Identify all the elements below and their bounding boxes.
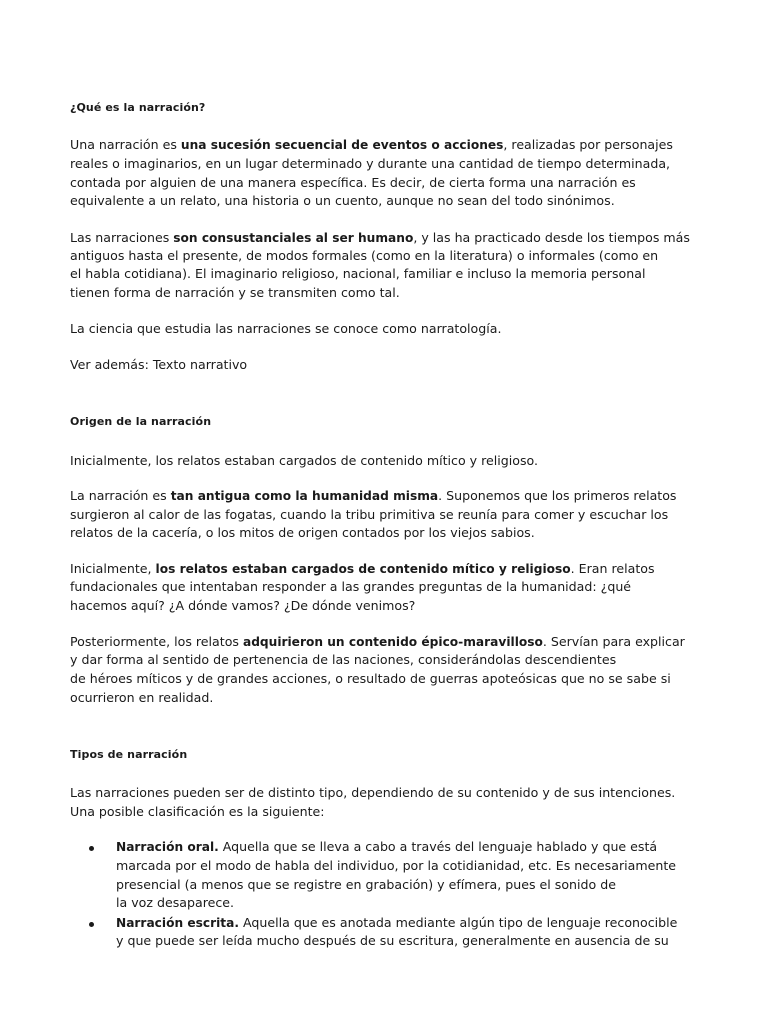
bullet-icon [89,846,94,851]
paragraph-line: reales o imaginarios, en un lugar determinado y durante una cantidad de tiempo determinada, [70,156,671,171]
bold-text: una sucesión secuencial de eventos o acciones [180,138,504,152]
paragraph-line: de héroes míticos y de grandes acciones, o resultado de guerras apoteósicas que no se sabe si [70,671,671,686]
paragraph-line: relatos de la cacería, o los mitos de origen contados por los viejos sabios. [70,525,535,540]
section-title-tipos: Tipos de narración [70,748,188,761]
text: Una narración es [70,137,181,152]
text: , realizadas por personajes [503,137,673,152]
bold-text: son consustanciales al ser humano [173,231,414,245]
paragraph-line [70,633,685,651]
paragraph-line: contada por alguien de una manera específica. Es decir, de cierta forma una narración es [70,175,636,190]
text: Aquella que se lleva a cabo a través del lenguaje hablado y que está [218,839,658,854]
list-item-line: la voz desaparece. [116,895,235,910]
text: . Servían para explicar [542,634,685,649]
paragraph-line [70,229,690,247]
text: . Suponemos que los primeros relatos [438,488,677,503]
paragraph-line: ocurrieron en realidad. [70,690,214,705]
paragraph-line: La ciencia que estudia las narraciones se conoce como narratología. [70,321,502,336]
list-item-term: Narración oral. [116,840,219,854]
list-item-line: presencial (a menos que se registre en grabación) y efímera, pues el sonido de [116,877,616,892]
paragraph-line: el habla cotidiana). El imaginario religioso, nacional, familiar e incluso la memoria personal [70,266,646,281]
bold-text: los relatos estaban cargados de contenido mítico y religioso [155,562,571,576]
paragraph-line [70,560,655,578]
paragraph-line: Ver además: Texto narrativo [70,357,248,372]
text: Aquella que es anotada mediante algún tipo de lenguaje reconocible [238,915,678,930]
paragraph-line: Una posible clasificación es la siguiente: [70,804,325,819]
paragraph-line: equivalente a un relato, una historia o un cuento, aunque no sean del todo sinónimos. [70,193,615,208]
section-title-que-es: ¿Qué es la narración? [70,101,206,114]
list-item-term: Narración escrita. [116,916,239,930]
paragraph-line [70,136,673,154]
text: Posteriormente, los relatos [70,634,243,649]
text: Las narraciones [70,230,174,245]
bold-text: adquirieron un contenido épico-maravilloso [242,635,543,649]
list-item [116,838,657,856]
list-item [116,914,677,932]
list-item-line: y que puede ser leída mucho después de su escritura, generalmente en ausencia de su [116,933,669,948]
text: , y las ha practicado desde los tiempos más [413,230,690,245]
paragraph-line: tienen forma de narración y se transmiten como tal. [70,285,400,300]
text: Inicialmente, [70,561,156,576]
text: La narración es [70,488,171,503]
paragraph-line: surgieron al calor de las fogatas, cuando la tribu primitiva se reunía para comer y escuchar los [70,507,669,522]
paragraph-line: Inicialmente, los relatos estaban cargados de contenido mítico y religioso. [70,453,539,468]
bold-text: tan antigua como la humanidad misma [170,489,439,503]
paragraph-line: Las narraciones pueden ser de distinto tipo, dependiendo de su contenido y de sus intenciones. [70,785,676,800]
paragraph-line: y dar forma al sentido de pertenencia de las naciones, considerándolas descendientes [70,652,617,667]
paragraph-line: antiguos hasta el presente, de modos formales (como en la literatura) o informales (como en [70,248,659,263]
section-title-origen: Origen de la narración [70,415,212,428]
paragraph-line: hacemos aquí? ¿A dónde vamos? ¿De dónde venimos? [70,598,416,613]
paragraph-line: fundacionales que intentaban responder a las grandes preguntas de la humanidad: ¿qué [70,579,632,594]
text: . Eran relatos [570,561,655,576]
paragraph-line [70,487,677,505]
list-item-line: marcada por el modo de habla del individuo, por la cotidianidad, etc. Es necesariamente [116,858,677,873]
bullet-icon [89,922,94,927]
